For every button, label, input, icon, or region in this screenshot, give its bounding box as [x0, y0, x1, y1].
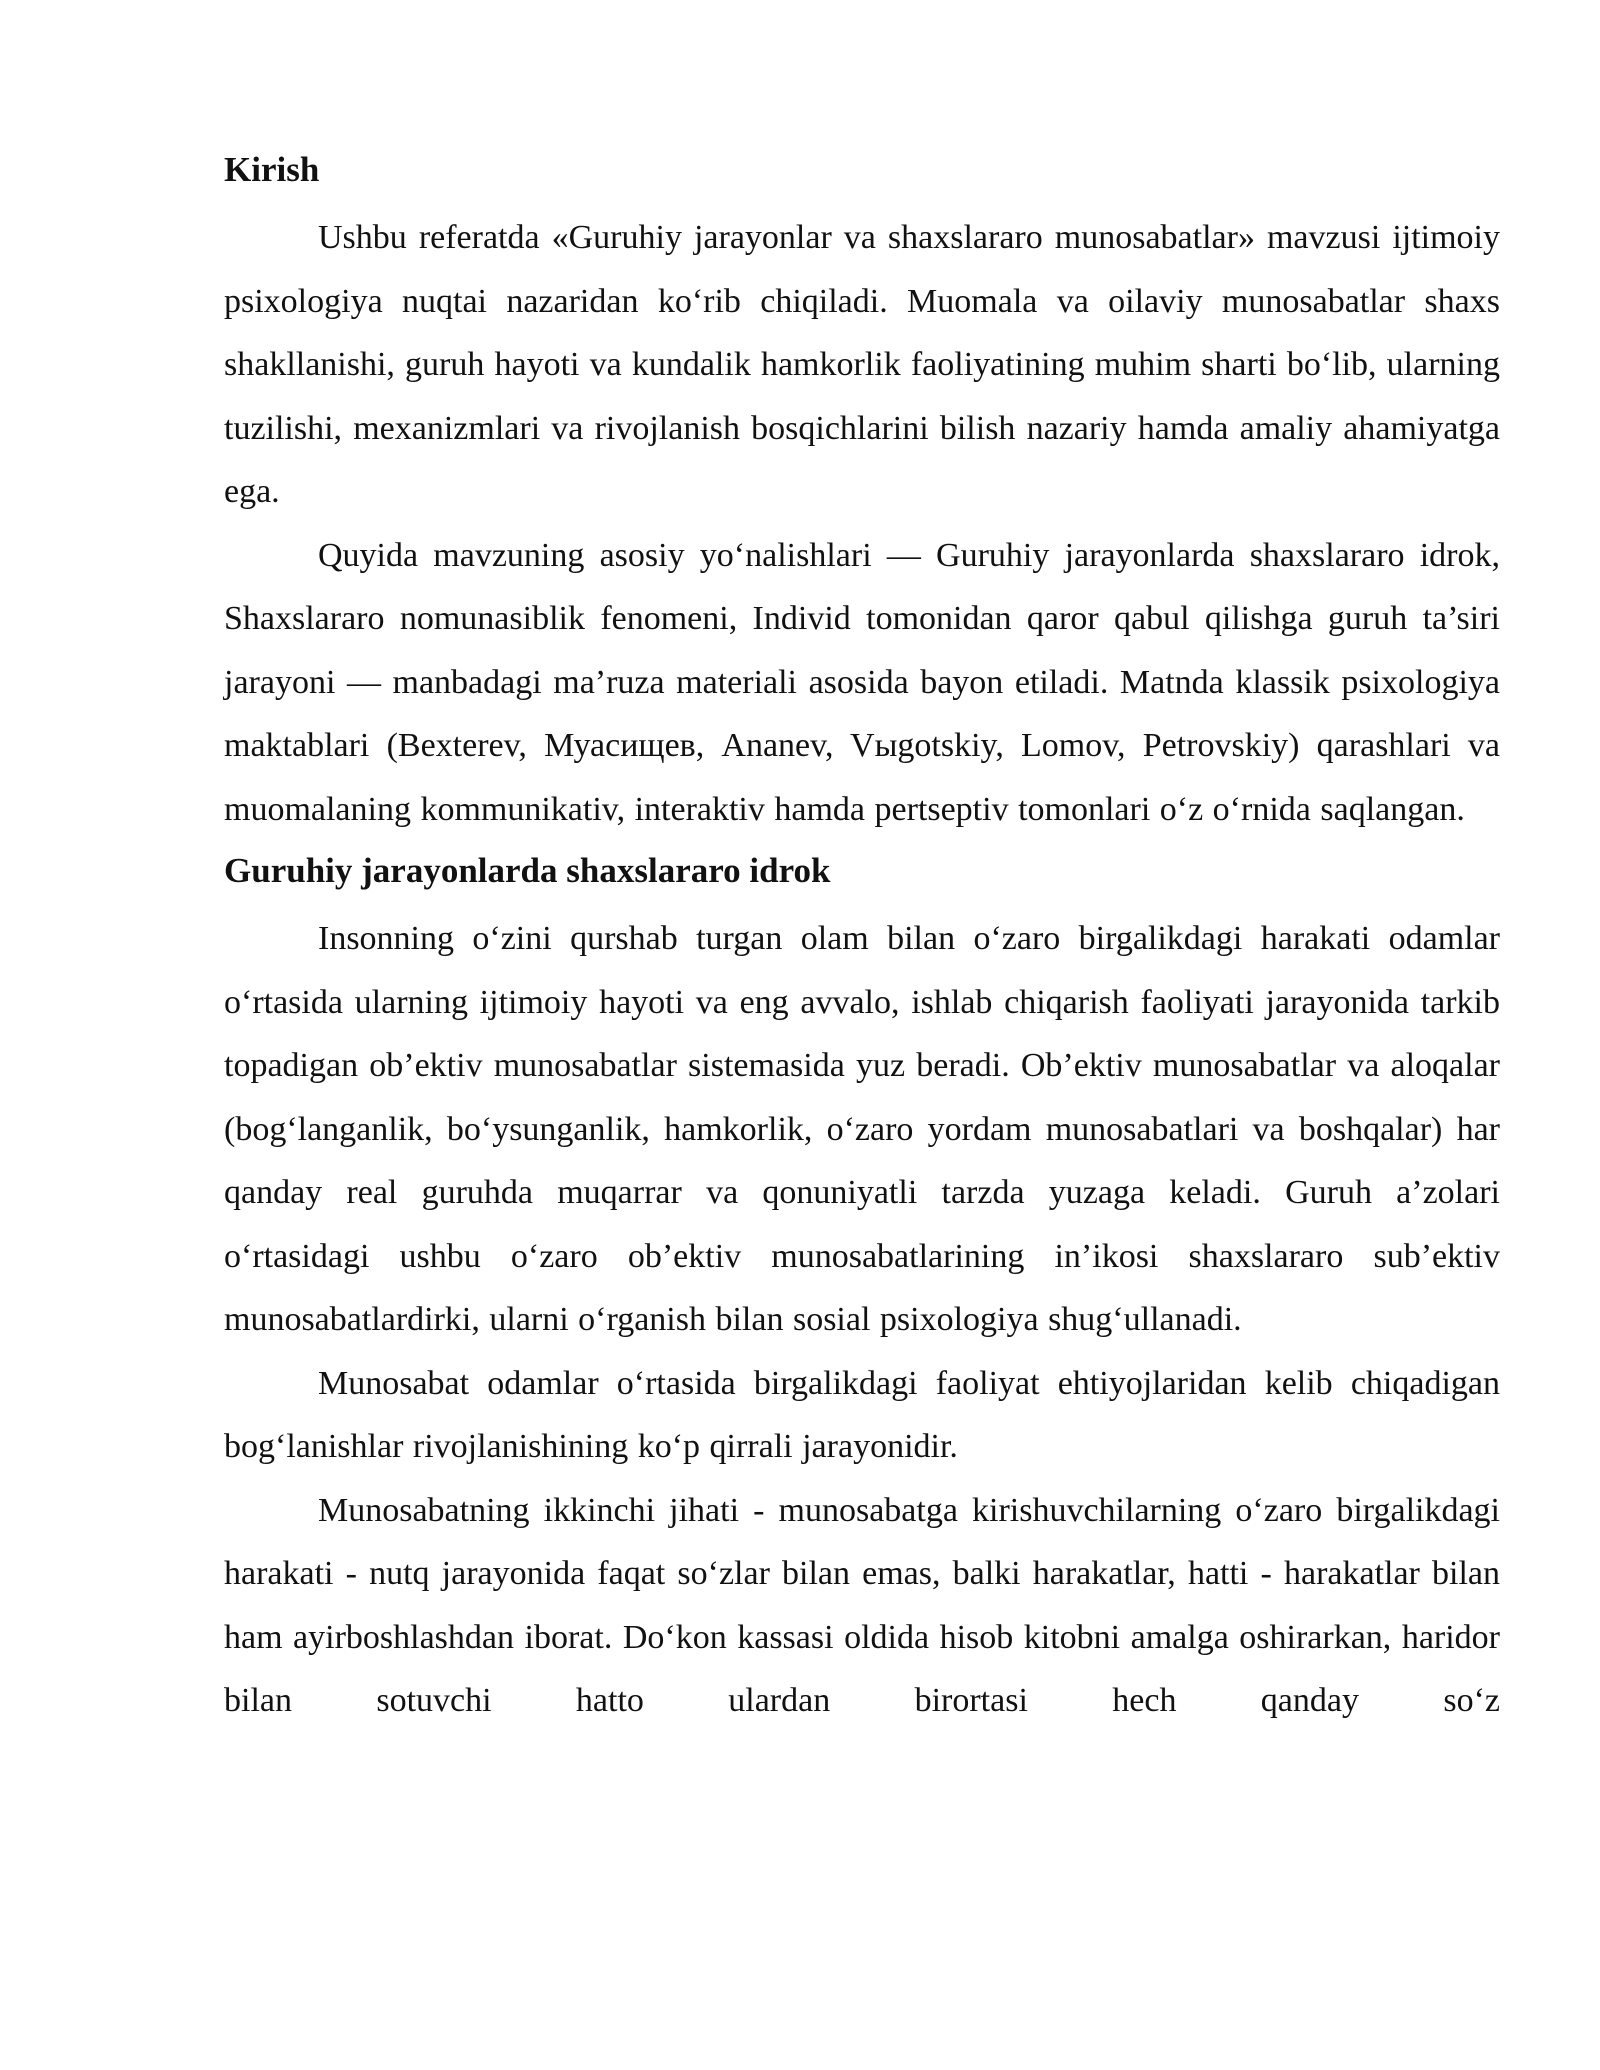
section-heading-perception: Guruhiy jarayonlarda shaxslararo idrok: [224, 851, 831, 890]
paragraph: Munosabat odamlar o‘rtasida birgalikdagi faoliyat ehtiyojlaridan kelib chiqadigan bog‘lanishlar rivojlanishining ko‘p qirrali jarayonidir.: [224, 1364, 1500, 1465]
paragraph: Ushbu referatda «Guruhiy jarayonlar va shaxslararo munosabatlar» mavzusi ijtimoiy psixologiya nuqtai nazaridan ko‘rib chiqiladi. Muomala va oilaviy munosabatlar shaxs shakllanishi, guruh hayoti va kundalik hamkorlik faoliyatining muhim sharti bo‘lib, ularning tuzilishi, mexanizmlari va rivojlanish bosqichlarini bilish nazariy hamda amaliy ahamiyatga ega.: [224, 219, 1500, 510]
section-heading-intro: Kirish: [224, 150, 320, 189]
paragraph: Munosabatning ikkinchi jihati - munosabatga kirishuvchilarning o‘zaro birgalikdagi harakati - nutq jarayonida faqat so‘zlar bilan emas, balki harakatlar, hatti - harakatlar bilan ham ayirboshlashdan iborat. Do‘kon kassasi oldida hisob kitobni amalga oshirarkan, haridor bilan sotuvchi hatto ulardan birortasi hech qanday so‘z: [224, 1491, 1500, 1719]
paragraph: Insonning o‘zini qurshab turgan olam bilan o‘zaro birgalikdagi harakati odamlar o‘rtasida ularning ijtimoiy hayoti va eng avvalo, ishlab chiqarish faoliyati jarayonida tarkib topadigan ob’ektiv munosabatlar sistemasida yuz beradi. Ob’ektiv munosabatlar va aloqalar (bog‘langanlik, bo‘ysunganlik, hamkorlik, o‘zaro yordam munosabatlari va boshqalar) har qanday real guruhda muqarrar va qonuniyatli tarzda yuzaga keladi. Guruh a’zolari o‘rtasidagi ushbu o‘zaro ob’ektiv munosabatlarining in’ikosi shaxslararo sub’ektiv munosabatlardirki, ularni o‘rganish bilan sosial psixologiya shug‘ullanadi.: [224, 920, 1500, 1338]
document-page: [224, 140, 1500, 1733]
paragraph: Quyida mavzuning asosiy yo‘nalishlari — Guruhiy jarayonlarda shaxslararo idrok, Shaxslararo nomunasiblik fenomeni, Individ tomonidan qaror qabul qilishga guruh ta’siri jarayoni — manbadagi ma’ruza materiali asosida bayon etiladi. Matnda klassik psixologiya maktablari (Bexterev, Муасищев, Ananev, Vыgotskiy, Lomov, Petrovskiy) qarashlari va muomalaning kommunikativ, interaktiv hamda pertseptiv tomonlari o‘z o‘rnida saqlangan.: [224, 536, 1500, 828]
